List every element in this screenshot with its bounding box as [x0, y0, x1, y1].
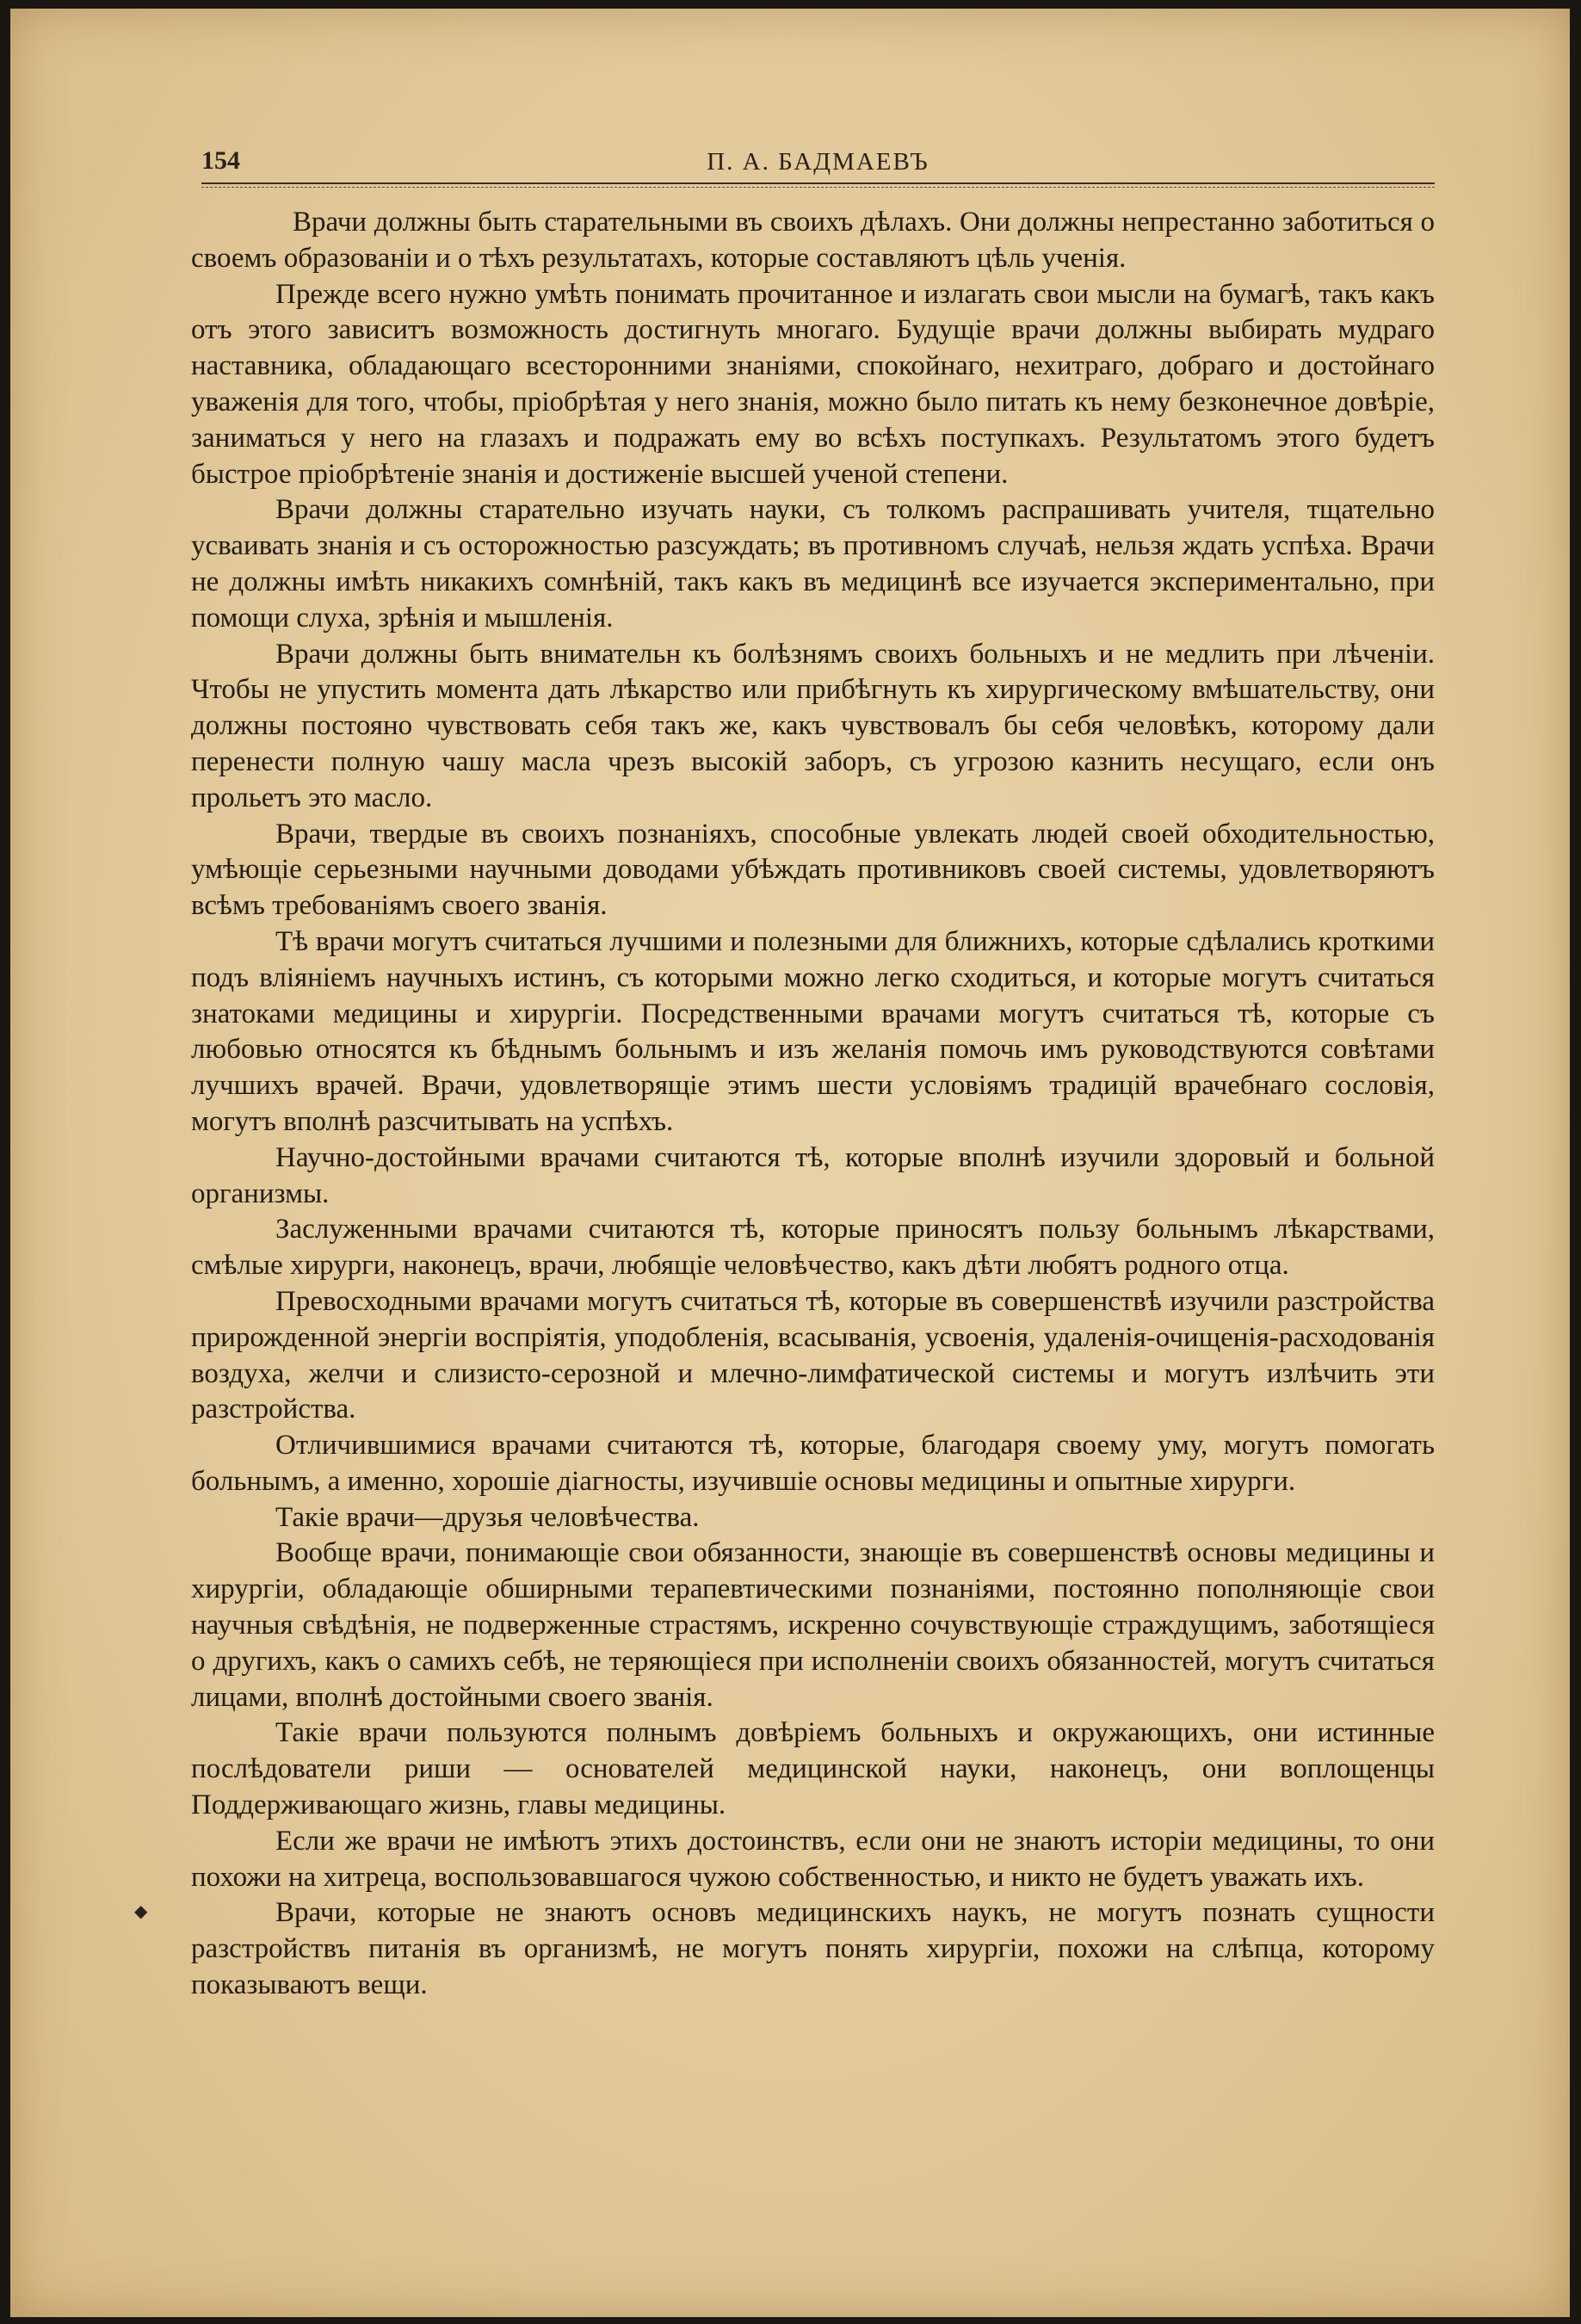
paragraph: Такіе врачи—друзья человѣчества. — [275, 1501, 700, 1533]
margin-mark-icon: ◆ — [134, 1902, 148, 1921]
header-rule — [201, 182, 1435, 184]
running-head: П. А. БАДМАЕВЪ — [707, 148, 929, 176]
paragraph: Отличившимися врачами считаются тѣ, которые, благодаря своему уму, могутъ помогать больнымъ, а именно, хорошіе діагносты, изучившіе основы медицины и опытные хирурги. — [191, 1430, 1435, 1497]
paragraph: Превосходными врачами могутъ считаться тѣ, которые въ совершенствѣ изучили разстройства прирожденной энергіи воспріятія, уподобленія, всасыванія, усвоенія, удаленія-очищенія-расходованія воздуха, желчи и слизисто-серозной и млечно-лимфатической системы и могутъ излѣчить эти разстройства. — [191, 1285, 1435, 1425]
page-number: 154 — [201, 146, 240, 175]
paragraph: Врачи должны старательно изучать науки, съ толкомъ распрашивать учителя, тщательно усваивать знанія и съ осторожностью разсуждать; въ противномъ случаѣ, нельзя ждать успѣха. Врачи не должны имѣть никакихъ сомнѣній, такъ какъ въ медицинѣ все изучается экспериментально, при помощи слуха, зрѣнія и мышленія. — [191, 494, 1435, 634]
paragraph: Заслуженными врачами считаются тѣ, которые приносятъ пользу больнымъ лѣкарствами, смѣлые хирурги, наконецъ, врачи, любящіе человѣчество, какъ дѣти любятъ родного отца. — [191, 1214, 1435, 1282]
paragraph: Вообще врачи, понимающіе свои обязанности, знающіе въ совершенствѣ основы медицины и хирургіи, обладающіе обширными терапевтическими познаніями, постоянно пополняющіе свои научныя свѣдѣнія, не подверженные страстямъ, искренно сочувствующіе страждущимъ, заботящіеся о другихъ, какъ о самихъ себѣ, не теряющіеся при исполненіи своихъ обязанностей, могутъ считаться лицами, вполнѣ достойными своего званія. — [191, 1537, 1435, 1713]
paragraph: Тѣ врачи могутъ считаться лучшими и полезными для ближнихъ, которые сдѣлались кроткими подъ вліяніемъ научныхъ истинъ, съ которыми можно легко сходиться, и которые могутъ считаться знатоками медицины и хирургіи. Посредственными врачами могутъ считаться тѣ, которые съ любовью относятся къ бѣднымъ больнымъ и изъ желанія помочь имъ руководствуются совѣтами лучшихъ врачей. Врачи, удовлетворящіе этимъ шести условіямъ традицій врачебнаго сословія, могутъ вполнѣ разсчитывать на успѣхъ. — [191, 925, 1435, 1137]
book-page — [10, 9, 1570, 2317]
page-header — [201, 146, 1435, 188]
page-body — [191, 205, 1435, 2004]
paragraph: Врачи, которые не знаютъ основъ медицинскихъ наукъ, не могутъ познать сущности разстройствъ питанія въ организмѣ, не могутъ понять хирургіи, похожи на слѣпца, которому показываютъ вещи. — [191, 1897, 1435, 2001]
paragraph: Такіе врачи пользуются полнымъ довѣріемъ больныхъ и окружающихъ, они истинные послѣдователи риши — основателей медицинской науки, наконецъ, они воплощенцы Поддерживающаго жизнь, главы медицины. — [191, 1717, 1435, 1821]
paragraph: Научно-достойными врачами считаются тѣ, которые вполнѣ изучили здоровый и больной организмы. — [191, 1141, 1435, 1209]
paragraph: Если же врачи не имѣютъ этихъ достоинствъ, если они не знаютъ исторіи медицины, то они похожи на хитреца, воспользовавшагося чужою собственностью, и никто не будетъ уважать ихъ. — [191, 1825, 1435, 1893]
paragraph: Врачи должны быть внимательн къ болѣзнямъ своихъ больныхъ и не медлить при лѣченіи. Чтобы не упустить момента дать лѣкарство или прибѣгнуть къ хирургическому вмѣшательству, они должны постояно чувствовать себя такъ же, какъ чувствовалъ бы себя человѣкъ, которому дали перенести полную чашу масла чрезъ высокій заборъ, съ угрозою казнить несущаго, если онъ прольетъ это масло. — [191, 638, 1435, 813]
paragraph: Врачи, твердые въ своихъ познаніяхъ, способные увлекать людей своей обходительностью, умѣющіе серьезными научными доводами убѣждать противниковъ своей системы, удовлетворяютъ всѣмъ требованіямъ своего званія. — [191, 818, 1435, 922]
paragraph: Прежде всего нужно умѣть понимать прочитанное и излагать свои мысли на бумагѣ, такъ какъ отъ этого зависитъ возможность достигнуть многаго. Будущіе врачи должны выбирать мудраго наставника, обладающаго всесторонними знаніями, спокойнаго, нехитраго, добраго и достойнаго уваженія для того, чтобы, пріобрѣтая у него знанія, можно было питать къ нему безконечное довѣріе, заниматься у него на глазахъ и подражать ему во всѣхъ поступкахъ. Результатомъ этого будетъ быстрое пріобрѣтеніе знанія и достиженіе высшей ученой степени. — [191, 278, 1435, 490]
paragraph: Врачи должны быть старательными въ своихъ дѣлахъ. Они должны непрестанно заботиться о своемъ образованіи и о тѣхъ результатахъ, которые составляютъ цѣль ученія. — [191, 207, 1435, 274]
